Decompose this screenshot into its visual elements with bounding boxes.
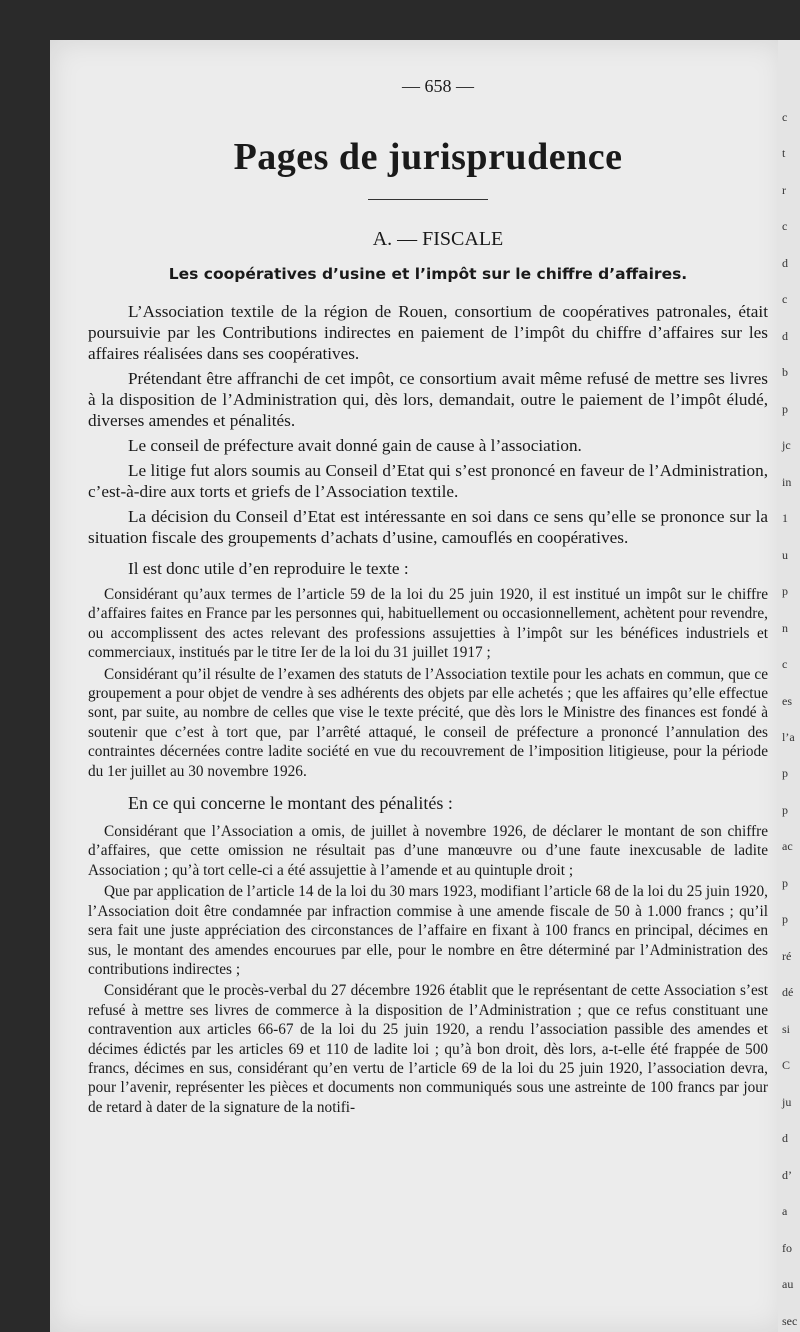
article-body xyxy=(88,301,768,1117)
facing-page-fragment: d xyxy=(782,1131,788,1146)
facing-page-fragment: dé xyxy=(782,985,794,1000)
facing-page-fragment: n xyxy=(782,620,788,635)
facing-page-fragment: r xyxy=(782,182,786,197)
facing-page-fragment: jc xyxy=(782,438,791,453)
page-content xyxy=(88,76,768,1119)
facing-page-fragment: C xyxy=(782,1058,791,1073)
facing-page-fragment: p xyxy=(782,912,788,927)
facing-page-fragment: 1 xyxy=(782,511,788,526)
paragraph: Le litige fut alors soumis au Conseil d’Etat qui s’est prononcé en faveur de l’Administration, c’est-à-dire aux torts et griefs de l’Association textile. xyxy=(88,461,768,501)
facing-page-fragment: c xyxy=(782,219,788,234)
paragraph: L’Association textile de la région de Rouen, consortium de coopératives patronales, était poursuivie par les Contributions indirectes en paiement de l’impôt du chiffre d’affaires sur les affaires réalisées dans ses coopératives. xyxy=(88,302,768,363)
paragraph: La décision du Conseil d’Etat est intéressante en soi dans ce sens qu’elle se prononce sur la situation fiscale des groupements d’achats d’usine, camouflés en coopératives. xyxy=(88,507,768,547)
title-rule xyxy=(368,199,488,200)
facing-page-fragment: si xyxy=(782,1021,791,1036)
decision-citation: Considérant qu’aux termes de l’article 59 de la loi du 25 juin 1920, il est institué un impôt sur le chiffre d’affaires faites en France par les personnes qui, habituellement ou occasionnellement, achètent pour revendre, ou accomplissent des actes relevant des professions assujetties à l’impôt sur les bénéfices industriels et commerciaux, institués par le titre Ier de la loi du 31 juillet 1917 ; xyxy=(88,586,768,662)
section-heading: A. — FISCALE xyxy=(372,228,504,250)
facing-page-fragment: t xyxy=(782,146,786,161)
article-subtitle: Les coopératives d’usine et l’impôt sur le chiffre d’affaires. xyxy=(168,265,688,283)
facing-page-fragment: d’ xyxy=(782,1167,792,1182)
facing-page-fragment: in xyxy=(782,474,792,489)
facing-page-fragment: p xyxy=(782,401,788,416)
decision-citation: Que par application de l’article 14 de la loi du 30 mars 1923, modifiant l’article 68 de la loi du 25 juin 1920, l’Association doit être condamnée par infraction commise à une amende fiscale de 50 à 1.000 francs ; qu’il sera fait une juste appréciation des circonstances de l’affaire en fixant à 100 francs en principal, décimes en sus, le montant des amendes encourues par elle, pour le nombre en être déterminé par l’Administration des contributions indirectes ; xyxy=(88,883,768,978)
decision-citation: Considérant qu’il résulte de l’examen des statuts de l’Association textile pour les achats en commun, que ce groupement a pour objet de vendre à ses adhérents des objets par elle achetés ; que les affaires qu’elle effectue sont, par suite, au nombre de celles que vise le texte précité, que dès lors le Ministre des finances est fondé à soutenir que c’est à tort que, par l’arrêté attaqué, le conseil de préfecture a prononcé l’annulation des contraintes décernées contre ladite société en vue du recouvrement de l’imposition litigieuse, pour la période du 1er juillet au 30 novembre 1926. xyxy=(88,665,768,780)
facing-page-fragment: l’a xyxy=(782,730,795,744)
facing-page-fragment: c xyxy=(782,292,788,307)
facing-page-fragment: c xyxy=(782,110,788,124)
facing-page-fragment: p xyxy=(782,802,788,817)
facing-page-fragment: p xyxy=(782,766,788,781)
paragraph: Il est donc utile d’en reproduire le texte : xyxy=(128,559,409,578)
facing-page-fragment: es xyxy=(782,693,792,708)
facing-page-fragment: sec xyxy=(782,1313,798,1328)
facing-page-fragment: d xyxy=(782,328,788,343)
decision-citation: Considérant que le procès-verbal du 27 décembre 1926 établit que le représentant de cette Association s’est refusé à mettre ses livres de commerce à la disposition de l’Administration ; que ce refus constituant une contravention aux articles 66-67 de la loi du 25 juin 1920, a rendu l’association passible des amendes et décimes édictés par les articles 69 et 110 de ladite loi ; qu’à bon droit, dès lors, a-t-elle été frappée de 500 francs, décimes en sus, considérant qu’en vertu de l’article 69 de la loi du 25 juin 1920, l’association devra, pour l’avenir, représenter les pièces et documents non communiqués sous une astreinte de 100 francs par jour de retard à dater de la signature de la notifi- xyxy=(88,982,768,1116)
facing-page-fragment: p xyxy=(782,584,788,599)
facing-page-fragment: a xyxy=(782,1204,788,1219)
facing-page-edge xyxy=(778,40,800,1332)
page-number: — 658 — xyxy=(402,76,474,96)
facing-page-fragment: u xyxy=(782,547,788,562)
facing-page-fragment: ju xyxy=(782,1094,792,1109)
facing-page-fragment: c xyxy=(782,657,788,672)
facing-page-fragment: p xyxy=(782,875,788,890)
facing-page-fragment: fo xyxy=(782,1240,792,1255)
facing-page-fragment: au xyxy=(782,1277,794,1292)
penalties-heading: En ce qui concerne le montant des pénalités : xyxy=(128,793,453,814)
decision-citation: Considérant que l’Association a omis, de juillet à novembre 1926, de déclarer le montant de son chiffre d’affaires, que cette omission ne résultait pas d’une manœuvre ou d’une faute inexcusable de ladite Association ; qu’à tort celle-ci a été assujettie à l’amende et au quintuple droit ; xyxy=(88,823,768,879)
facing-page-fragment: ré xyxy=(782,948,792,963)
facing-page-fragment: b xyxy=(782,365,788,380)
paragraph: Le conseil de préfecture avait donné gain de cause à l’association. xyxy=(128,436,582,455)
facing-page-fragment: d xyxy=(782,255,788,270)
page-title: Pages de jurisprudence xyxy=(233,136,623,178)
facing-page-fragment: ac xyxy=(782,839,793,854)
paragraph: Prétendant être affranchi de cet impôt, ce consortium avait même refusé de mettre ses livres à la disposition de l’Administration qui, dès lors, demandait, outre le paiement de l’impôt éludé, diverses amendes et pénalités. xyxy=(88,369,768,430)
